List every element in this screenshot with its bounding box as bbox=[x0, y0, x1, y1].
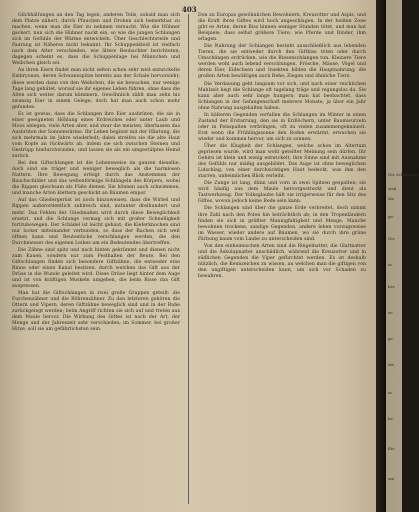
paragraph: Bei den Giftschlangen ist die Lebensweise im ganzen dieselbe; doch sind sie träger und weniger beweglich als die harmlosen Nattern. Ihre Bewegung erfolgt durch das Anstemmen der Bauchschilder und das wellenförmige Schlängeln des Körpers, wobei die Rippen gleichsam als Füße dienen. Sie können auch schwimmen, und manche Arten klettern geschickt an Bäumen empor. bbox=[12, 161, 180, 197]
paragraph: Es ist gewiss, dass die Schlangen ihre Eier ausbrüten, die sie in einer geeigneten Höhlung eines Erdreiches oder unter Laub und Moos ablegen; viele Arten aber, und zwar die meisten, überlassen das Ausbrüten der Sonnenwärme. Ihr Leben beginnt mit der Häutung, die sich mehrmals im Jahre wiederholt; dabei streifen sie die alte Haut vom Kopfe an rückwärts ab, indem sie sich zwischen Steinen und Gestrüpp hindurchwinden, und lassen sie als ein umgestülptes Hemd zurück. bbox=[12, 111, 180, 160]
next-page-fragment: ge- bbox=[388, 336, 395, 341]
paragraph: Die Verdauung geht langsam vor sich, und nach einer reichlichen Mahlzeit liegt die Schlange oft tagelang träge und regungslos da. Sie kann aber auch sehr lange hungern; man hat beobachtet, dass Schlangen in der Gefangenschaft mehrere Monate, ja über ein Jahr ohne Nahrung ausgehalten haben. bbox=[198, 81, 366, 111]
next-page-fragment: die bbox=[388, 362, 395, 367]
next-page-fragment: Die bbox=[388, 236, 395, 241]
paragraph: Man hat die Giftschlangen in zwei große Gruppen geteilt: die Furchenzähner und die Röhrenzähner. Zu den letzteren gehören die Ottern und Vipern, deren Giftzähne beweglich sind und in der Ruhe zurückgelegt werden; beim Angriff richten sie sich auf und treten aus dem Maule hervor. Die Wirkung des Giftes ist nach der Art, der Menge und der Jahreszeit sehr verschieden; im Sommer, bei großer Hitze, soll sie am gefährlichsten sein. bbox=[12, 291, 180, 333]
next-page-fragment: in bbox=[388, 390, 392, 395]
paragraph: Die Zähne sind spitz und nach hinten gekrümmt und dienen nicht zum Kauen, sondern nur zum Festhalten der Beute. Bei den Giftschlangen finden sich besondere Giftzähne, die entweder eine Rinne oder einen Kanal besitzen, durch welchen das Gift aus der Drüse in die Wunde geleitet wird. Diese Drüse liegt hinter dem Auge und ist von kräftigen Muskeln umgeben, die beim Bisse das Gift auspressen. bbox=[12, 247, 180, 290]
paragraph: Die Nahrung der Schlangen besteht ausschließlich aus lebenden Tieren, die sie entweder durch den Giftbiss töten oder durch Umschlingen erdrücken, wie die Riesenschlangen tun. Kleinere Tiere werden wohl auch lebend verschlungen. Frösche, Mäuse, Vögel und deren Eier, Eidechsen und Insekten bilden die Hauptnahrung; die großen Arten bewältigen auch Rehe, Ziegen und ähnliche Tiere. bbox=[198, 44, 366, 80]
paragraph: In kälteren Gegenden verfallen die Schlangen im Winter in einen Zustand der Erstarrung, den sie in Erdlöchern, unter Baumwurzeln oder in Felsspalten verbringen, oft zu vielen zusammengeknäuelt. Erst wenn die Frühlingssonne den Boden erwärmt, erwachen sie wieder und kommen hervor, um sich zu sonnen. bbox=[198, 112, 366, 142]
next-page-fragment: Eie bbox=[388, 446, 395, 451]
paragraph: Auf das Gliedergerüst ist noch hinzuweisen, dass die Wirbel und Rippen außerordentlich zahlreich sind, mitunter dreihundert und mehr. Das Fehlen der Gliedmaßen wird durch diese Beweglichkeit ersetzt, und die Schlange vermag sich mit großer Schnelligkeit fortzubewegen. Der Schädel ist leicht gebaut; die Kieferknochen sind nur locker miteinander verbunden, so dass der Rachen sich weit öffnen kann und Beutestücke verschlungen werden, die den Durchmesser des eigenen Leibes um ein Bedeutendes übertreffen. bbox=[12, 198, 180, 246]
page-number: 403 bbox=[182, 5, 197, 14]
paragraph: An ihren Eiern findet man nicht selten schon sehr weit entwickelte Embryonen, deren Schwanzspitze bereits aus der Schale hervorsieht; diese werden dann von den Weibchen, die sie bewachen, nur wenige Tage lang gehütet, worauf sie ihr eigenes Leben führen, ohne dass die Alten sich weiter darum kümmern. Gewöhnlich zählt man zehn bis zwanzig Eier in einem Gelege; doch hat man auch schon mehr gefunden. bbox=[12, 68, 180, 110]
next-page-fragment: sind bbox=[388, 186, 397, 191]
paragraph: Die Schlangen sind über die ganze Erde verbreitet, doch nimmt ihre Zahl nach den Polen hin beträchtlich ab; in den Tropenländern finden sie sich in größter Mannigfaltigkeit und Menge. Manche bewohnen trockene, sandige Gegenden, andere leben vorzugsweise im Wasser, wieder andere auf Bäumen, wo sie durch ihre grüne Färbung kaum vom Laube zu unterscheiden sind. bbox=[198, 206, 366, 242]
next-page-fragment: die bbox=[388, 196, 395, 201]
paragraph: Gilchhälfungen an den Tag legen, anderen Teils, sobald man sich dem Platze nähert, durch Pfauchen und Drohen sich bemerkbar zu machen, wenn man die Eier zu nehmen versucht. Wie die Hühner gackert, nun sich die Hühner nackt ein, so wie die jungen Schlangen sich im Gefühle der Wärme entwickeln. Über Geschlechtsreife und Paarung ist Näheres nicht bekannt. Ihr Schuppenkleid ist vielfach nach dem Alter verschieden, wie ältere Beobachter berichteten; dagegen scheint es, dass die Schuppenlage bei Männchen und Weibchen gleich sei. bbox=[12, 13, 180, 67]
next-page-fragment: am bbox=[388, 476, 395, 481]
paragraph: Don zu Europas gewöhnlichen Bewohnern, Kreuzotter und Aspis, und die Kraft ihres Giftes wird hoch angeschlagen. In der heißen Zone gibt es Arten, deren Biss binnen weniger Stunden tötet, und man hat Beispiele, dass selbst größere Tiere, wie Pferde und Rinder, ihm erlagen. bbox=[198, 13, 366, 43]
next-page-fragment: Die Schlangen. bbox=[388, 172, 419, 177]
next-page-fragment: zu bbox=[388, 310, 393, 315]
next-page-edge bbox=[386, 0, 419, 512]
right-column bbox=[198, 13, 366, 509]
paragraph: Die Zunge ist lang, dünn und vorn in zwei Spitzen gespalten; sie wird häufig aus dem Maule hervorgestreckt und dient als Tastwerkzeug. Der Volksglaube hält sie irrigerweise für den Sitz des Giftes, wovon jedoch keine Rede sein kann. bbox=[198, 181, 366, 205]
column-divider bbox=[188, 14, 189, 504]
paragraph: Von den einheimischen Arten sind die Ringelnatter, die Glattnatter und die Äskulapnatter unschädlich, während die Kreuzotter und in südlichen Gegenden die Viper gefürchtet werden. Es ist deshalb nützlich, die Kennzeichen zu wissen, an welchen man die giftigen von den ungiftigen unterscheiden kann, um sich vor Schaden zu bewahren. bbox=[198, 243, 366, 279]
next-page-fragment: ber bbox=[388, 284, 395, 289]
next-page-fragment: in bbox=[388, 262, 392, 267]
next-page-fragment: be- bbox=[388, 416, 395, 421]
paragraph: Über die Klugheit der Schlangen, welche schon im Altertum gepriesen wurde, wird man wohl geteilter Meinung sein dürfen. Ihr Gehirn ist klein und wenig entwickelt; ihre Sinne sind mit Ausnahme des Gefühls nur mäßig ausgebildet. Das Auge ist ohne beweglichen Lidschlag, von einer durchsichtigen Haut bedeckt, was ihm den starren, unheimlichen Blick verleiht. bbox=[198, 143, 366, 180]
left-column bbox=[12, 13, 180, 509]
next-page-fragment: ge- bbox=[388, 214, 395, 219]
